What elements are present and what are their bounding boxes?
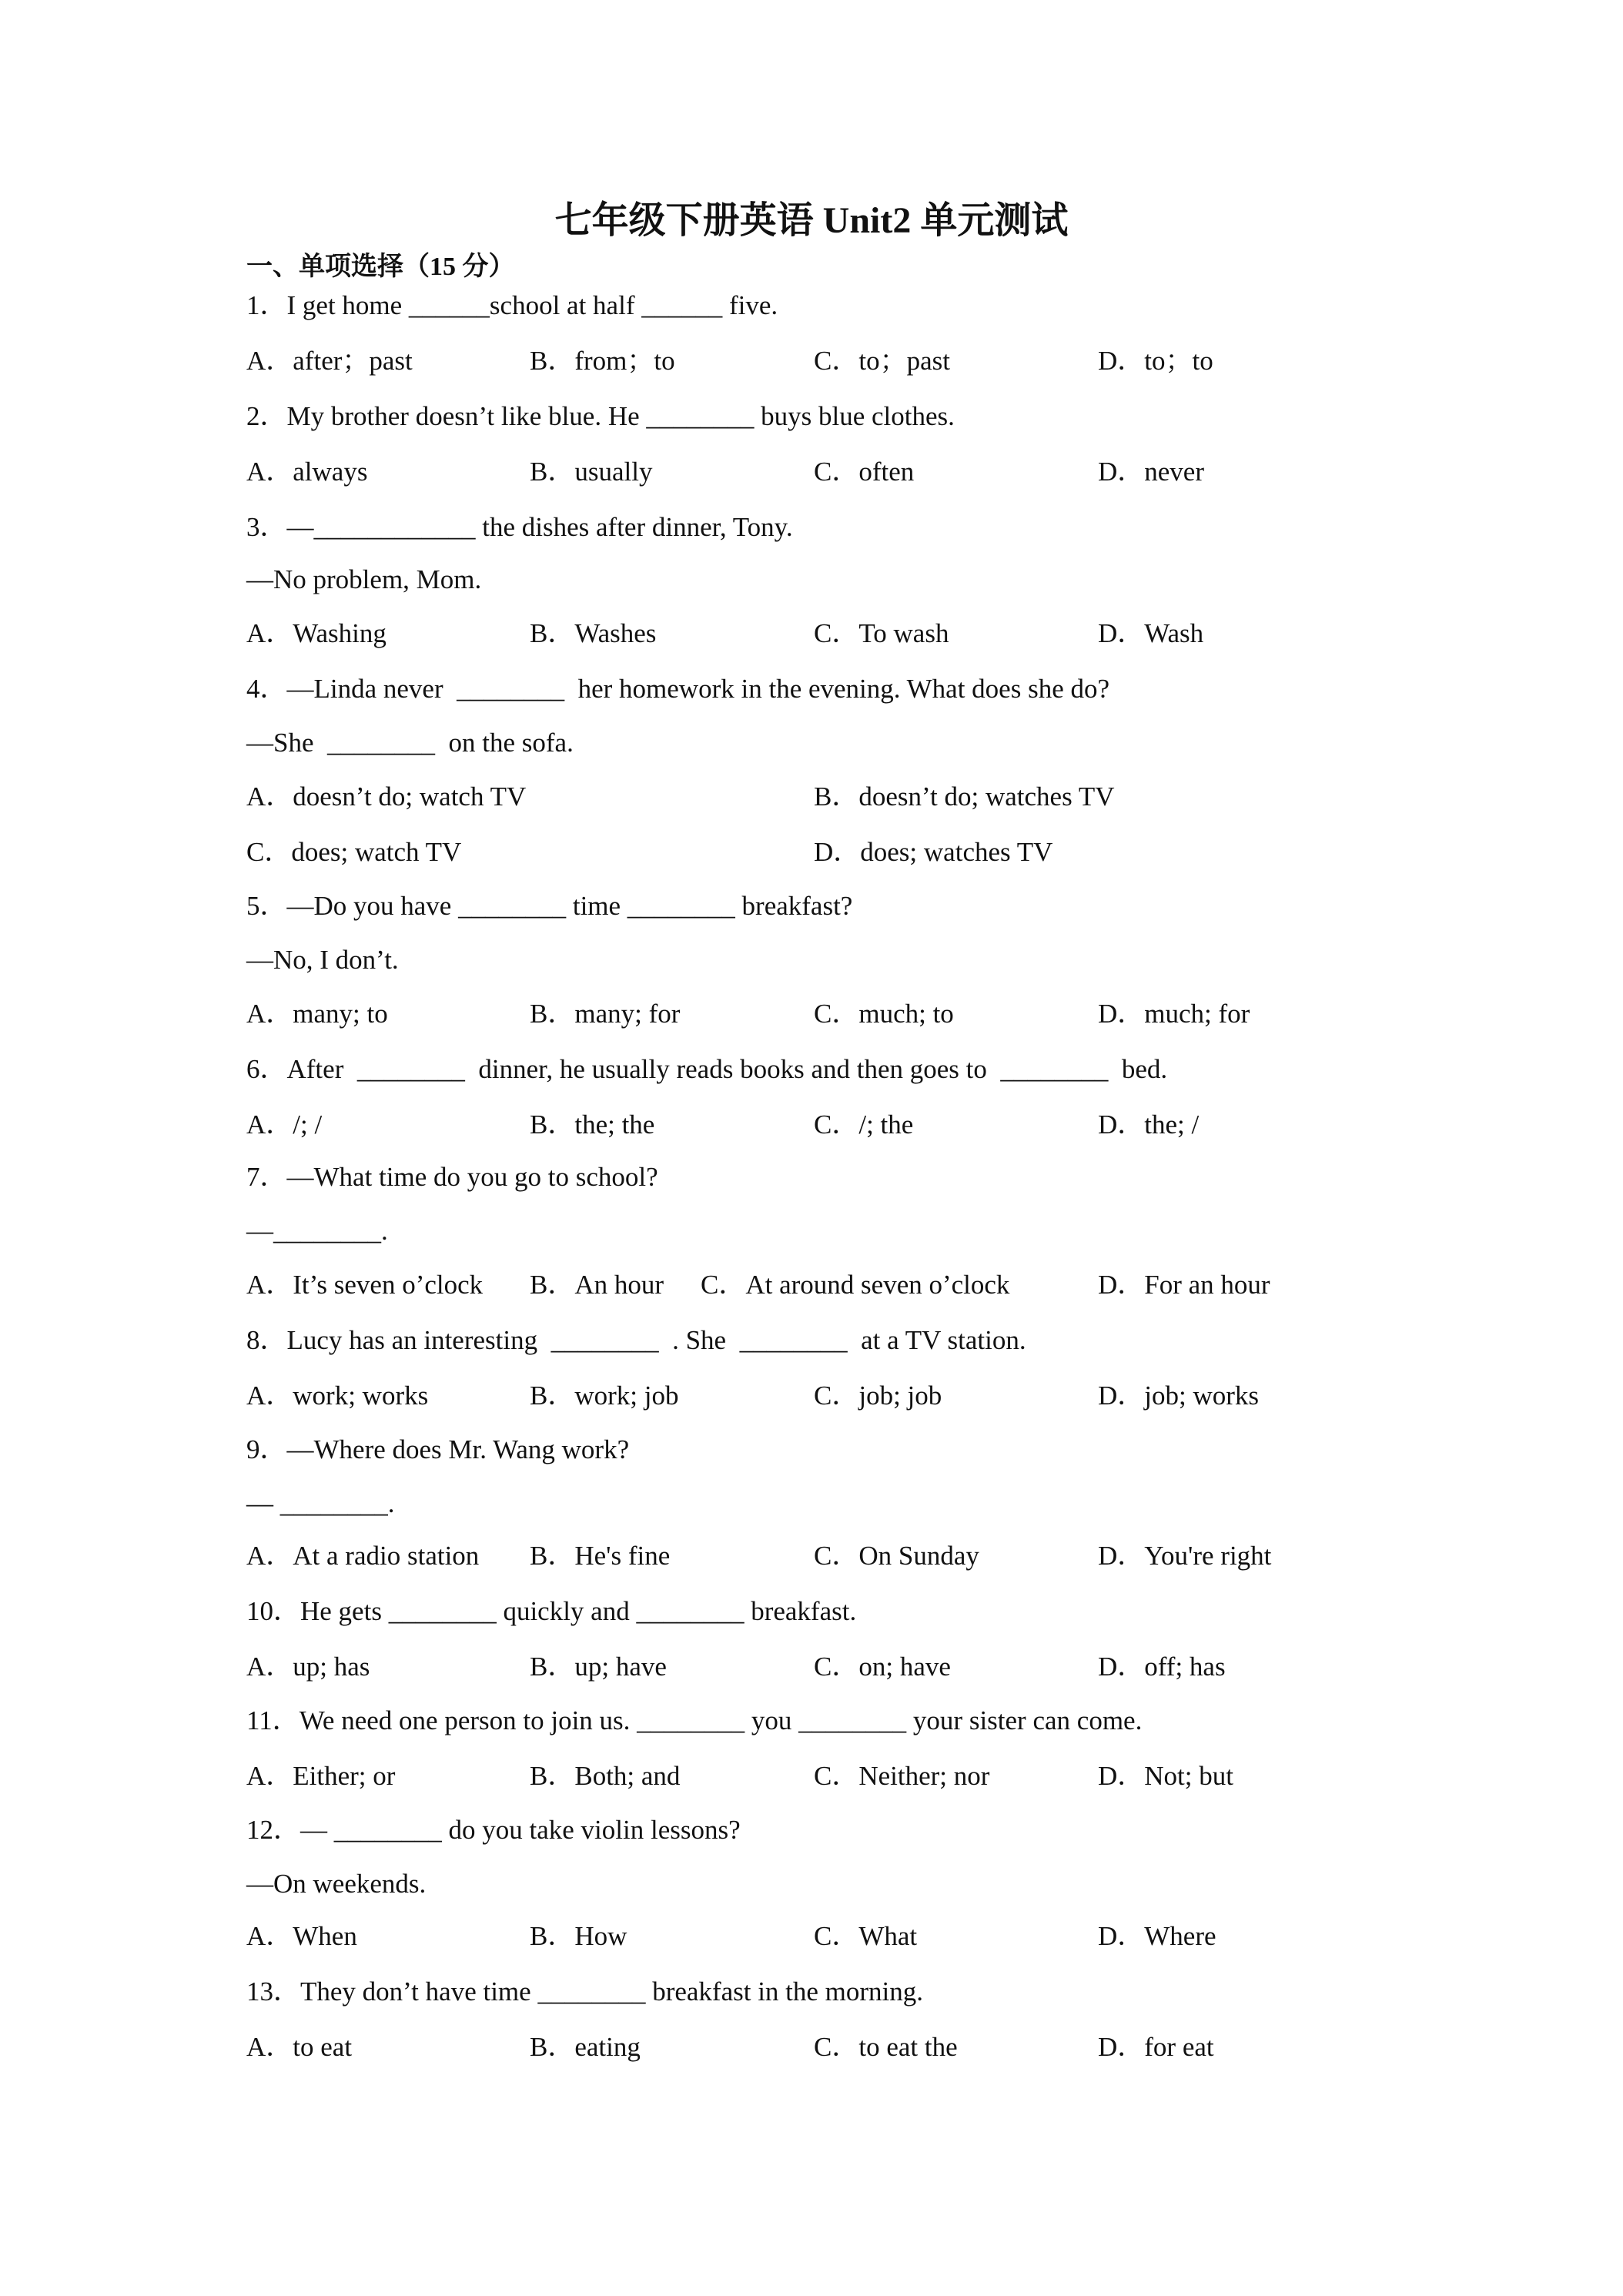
answer-option: D．off; has xyxy=(1098,1652,1226,1682)
answer-option: B．from；to xyxy=(530,346,675,376)
answer-option: B．He's fine xyxy=(530,1541,671,1571)
answer-option: D．Not; but xyxy=(1098,1761,1233,1791)
page-title: 七年级下册英语 Unit2 单元测试 xyxy=(554,200,1069,241)
answer-option: B．Both; and xyxy=(530,1761,681,1791)
answer-option: D．does; watches TV xyxy=(814,837,1053,867)
question-stem: 11．We need one person to join us. ________ you ________ your sister can come. xyxy=(246,1705,1143,1735)
answer-option: B．How xyxy=(530,1921,627,1951)
answer-option: A．Either; or xyxy=(246,1761,396,1791)
answer-option: A．after；past xyxy=(246,346,413,376)
answer-option: B．work; job xyxy=(530,1381,679,1411)
question-stem: 1．I get home ______school at half ______ five. xyxy=(246,290,778,320)
question-stem: 7．—What time do you go to school? xyxy=(246,1162,658,1192)
question-stem: 4．—Linda never ________ her homework in the evening. What does she do? xyxy=(246,674,1110,704)
question-stem: 8．Lucy has an interesting ________ . She ________ at a TV station. xyxy=(246,1325,1026,1355)
section-heading: 一、单项选择（15 分） xyxy=(246,253,515,281)
answer-option: C．much; to xyxy=(814,999,954,1029)
question-stem: 5．—Do you have ________ time ________ breakfast? xyxy=(246,891,853,921)
answer-option: A．When xyxy=(246,1921,357,1951)
answer-option: C．to；past xyxy=(814,346,950,376)
question-stem: 3．—____________ the dishes after dinner, Tony. xyxy=(246,512,793,542)
question-dialogue-line: —No, I don’t. xyxy=(246,945,399,975)
answer-option: B．eating xyxy=(530,2032,641,2062)
question-stem: 6．After ________ dinner, he usually reads books and then goes to ________ bed. xyxy=(246,1054,1168,1084)
answer-option: D．job; works xyxy=(1098,1381,1260,1411)
answer-option: A．up; has xyxy=(246,1652,370,1682)
answer-option: D．Where xyxy=(1098,1921,1216,1951)
question-dialogue-line: —On weekends. xyxy=(246,1869,427,1899)
question-dialogue-line: —No problem, Mom. xyxy=(246,564,482,594)
answer-option: B．the; the xyxy=(530,1110,655,1140)
answer-option: D．for eat xyxy=(1098,2032,1214,2062)
answer-option: C．What xyxy=(814,1921,918,1951)
answer-option: B．Washes xyxy=(530,618,657,648)
question-stem: 12．— ________ do you take violin lessons? xyxy=(246,1815,741,1845)
answer-option: A．many; to xyxy=(246,999,388,1029)
question-stem: 10．He gets ________ quickly and ________ breakfast. xyxy=(246,1596,857,1626)
answer-option: A．to eat xyxy=(246,2032,353,2062)
answer-option: D．the; / xyxy=(1098,1110,1200,1140)
answer-option: A．work; works xyxy=(246,1381,429,1411)
answer-option: C．Neither; nor xyxy=(814,1761,990,1791)
answer-option: B．doesn’t do; watches TV xyxy=(814,782,1115,812)
answer-option: B．many; for xyxy=(530,999,681,1029)
answer-option: C．to eat the xyxy=(814,2032,958,2062)
answer-option: C．on; have xyxy=(814,1652,951,1682)
answer-option: B．An hour xyxy=(530,1270,664,1300)
question-stem: 2．My brother doesn’t like blue. He ________ buys blue clothes. xyxy=(246,401,955,431)
answer-option: C．At around seven o’clock xyxy=(701,1270,1010,1300)
question-dialogue-line: —She ________ on the sofa. xyxy=(246,728,574,758)
answer-option: D．to；to xyxy=(1098,346,1213,376)
answer-option: A．At a radio station xyxy=(246,1541,480,1571)
answer-option: B．usually xyxy=(530,457,653,487)
answer-option: C．often xyxy=(814,457,915,487)
question-dialogue-line: — ________. xyxy=(246,1488,395,1518)
answer-option: B．up; have xyxy=(530,1652,667,1682)
answer-option: C．does; watch TV xyxy=(246,837,462,867)
answer-option: D．You're right xyxy=(1098,1541,1272,1571)
answer-option: D．much; for xyxy=(1098,999,1250,1029)
answer-option: A．Washing xyxy=(246,618,387,648)
answer-option: C．job; job xyxy=(814,1381,942,1411)
answer-option: A．/; / xyxy=(246,1110,323,1140)
answer-option: D．Wash xyxy=(1098,618,1204,648)
answer-option: D．never xyxy=(1098,457,1205,487)
question-dialogue-line: —________. xyxy=(246,1216,388,1246)
answer-option: A．It’s seven o’clock xyxy=(246,1270,484,1300)
question-stem: 9．—Where does Mr. Wang work? xyxy=(246,1434,630,1464)
answer-option: C．On Sunday xyxy=(814,1541,979,1571)
answer-option: A．always xyxy=(246,457,368,487)
question-stem: 13．They don’t have time ________ breakfast in the morning. xyxy=(246,1976,924,2006)
answer-option: C．/; the xyxy=(814,1110,914,1140)
answer-option: D．For an hour xyxy=(1098,1270,1270,1300)
answer-option: C．To wash xyxy=(814,618,949,648)
answer-option: A．doesn’t do; watch TV xyxy=(246,782,527,812)
